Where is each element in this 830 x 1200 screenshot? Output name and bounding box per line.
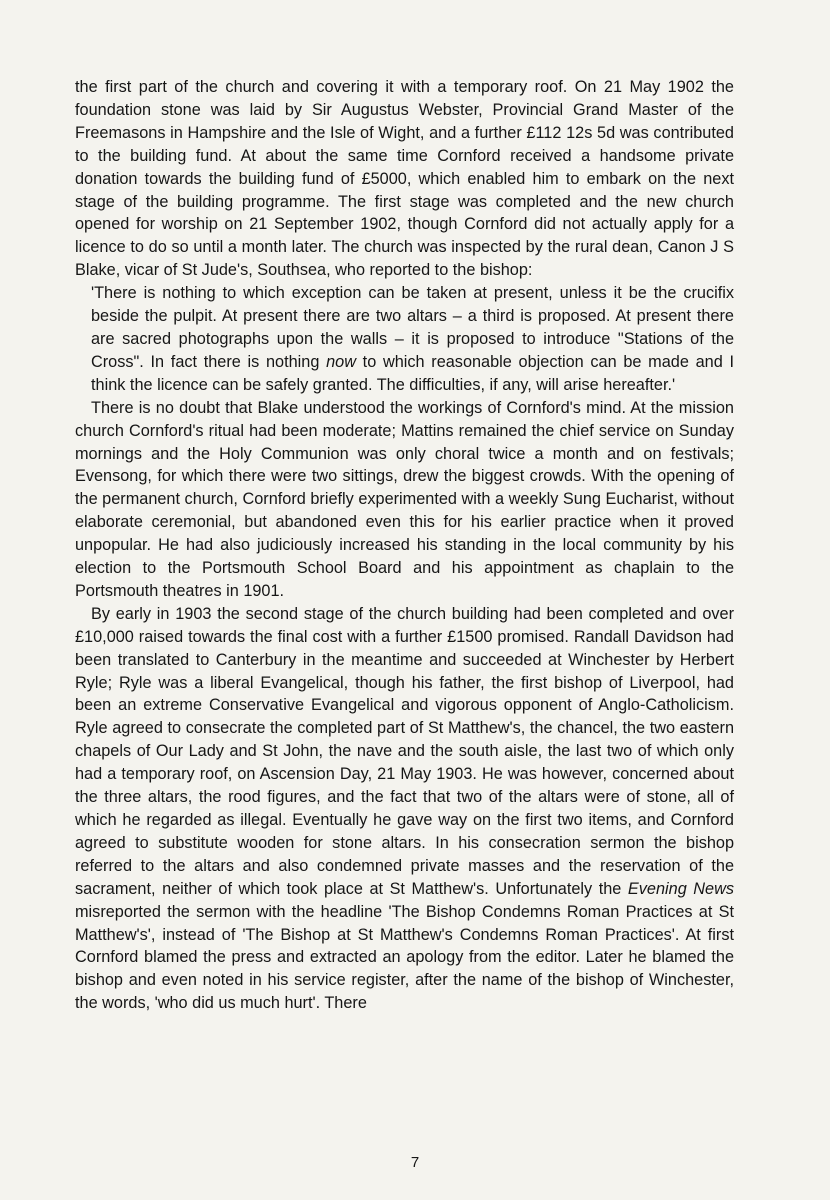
paragraph	[75, 603, 734, 1015]
text-run: There is no doubt that Blake understood the workings of Cornford's mind. At the mission church Cornford's ritual had been moderate; Mattins remained the chief service on Sunday mornings and the Holy Communion was only choral twice a month and on festivals; Evensong, for which there were two sittings, drew the biggest crowds. With the opening of the permanent church, Cornford briefly experimented with a weekly Sung Eucharist, without elaborate ceremonial, but abandoned even this for his earlier practice when it proved unpopular. He had also judiciously increased his standing in the local community by his election to the Portsmouth School Board and his appointment as chaplain to the Portsmouth theatres in 1901.	[75, 398, 734, 600]
block-quote	[75, 282, 734, 397]
page-number: 7	[410, 1154, 420, 1171]
italic-text: now	[326, 352, 356, 371]
text-run: the first part of the church and covering it with a temporary roof. On 21 May 1902 the foundation stone was laid by Sir Augustus Webster, Provincial Grand Master of the Freemasons in Hampshire and the Isle of Wight, and a further £112 12s 5d was contributed to the building fund. At about the same time Cornford received a handsome private donation towards the building fund of £5000, which enabled him to embark on the next stage of the building programme. The first stage was completed and the new church opened for worship on 21 September 1902, though Cornford did not actually apply for a licence to do so until a month later. The church was inspected by the rural dean, Canon J S Blake, vicar of St Jude's, Southsea, who reported to the bishop:	[75, 78, 734, 280]
paragraph	[75, 397, 734, 603]
paragraph	[75, 76, 734, 282]
text-run: misreported the sermon with the headline 'The Bishop Condemns Roman Practices at St Matthew's', instead of 'The Bishop at St Matthew's Condemns Roman Practices'. At first Cornford blamed the press and extracted an apology from the editor. Later he blamed the bishop and even noted in his service register, after the name of the bishop of Winchester, the words, 'who did us much hurt'. There	[75, 902, 734, 1013]
text-run: 'There is nothing to which exception can be taken at present, unless it be the crucifix beside the pulpit. At present there are two altars – a third is proposed. At present there are sacred photographs upon the walls – it is proposed to introduce "Stations of the Cross". In fact there is nothing	[91, 284, 734, 371]
text-run: By early in 1903 the second stage of the church building had been completed and over £10,000 raised towards the final cost with a further £1500 promised. Randall Davidson had been translated to Canterbury in the meantime and succeeded at Winchester by Herbert Ryle; Ryle was a liberal Evangelical, though his father, the first bishop of Liverpool, had been an extreme Conservative Evangelical and vigorous opponent of Anglo-Catholicism. Ryle agreed to consecrate the completed part of St Matthew's, the chancel, the two eastern chapels of Our Lady and St John, the nave and the south aisle, the last two of which only had a temporary roof, on Ascension Day, 21 May 1903. He was however, concerned about the three altars, the rood figures, and the fact that two of the altars were of stone, all of which he regarded as illegal. Eventually he gave way on the first two items, and Cornford agreed to substitute wooden for stone altars. In his consecration sermon the bishop referred to the altars and also condemned private masses and the reservation of the sacrament, neither of which took place at St Matthew's. Unfortunately the	[75, 604, 734, 898]
text-run: to which reasonable objection can be made and I think the licence can be safely granted. The difficulties, if any, will arise hereafter.'	[91, 352, 734, 394]
italic-text: Evening News	[627, 879, 734, 898]
body-text	[75, 76, 734, 1015]
